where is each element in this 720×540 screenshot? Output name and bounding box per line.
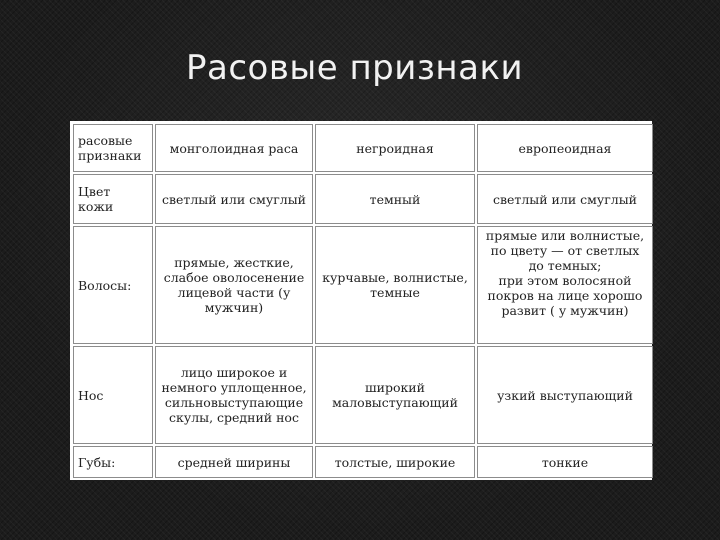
header-europeoid: европеоидная xyxy=(477,124,653,172)
race-traits-table xyxy=(71,122,655,480)
table-row-lips xyxy=(73,446,653,478)
cell-nose-negroid: широкий маловыступающий xyxy=(315,346,475,444)
cell-nose-mongoloid: лицо широкое и немного уплощенное, сильновыступающие скулы, средний нос xyxy=(155,346,313,444)
header-mongoloid: монголоидная раса xyxy=(155,124,313,172)
cell-hair-europeoid-text: прямые или волнистые, по цвету — от светлых до темных; xyxy=(485,228,645,273)
row-label-hair: Волосы: xyxy=(73,226,153,344)
cell-nose-europeoid: узкий выступающий xyxy=(477,346,653,444)
race-traits-table-container xyxy=(70,121,652,480)
table-row-skin xyxy=(73,174,653,224)
cell-hair-negroid: курчавые, волнистые, темные xyxy=(315,226,475,344)
slide-title: Расовые признаки xyxy=(186,48,524,88)
cell-skin-negroid: темный xyxy=(315,174,475,224)
cell-lips-europeoid: тонкие xyxy=(477,446,653,478)
header-negroid: негроидная xyxy=(315,124,475,172)
row-label-lips: Губы: xyxy=(73,446,153,478)
table-row-nose xyxy=(73,346,653,444)
cell-lips-negroid: толстые, широкие xyxy=(315,446,475,478)
header-traits: расовые признаки xyxy=(73,124,153,172)
row-label-nose: Нос xyxy=(73,346,153,444)
cell-hair-mongoloid: прямые, жесткие, слабое оволосенение лицевой части (у мужчин) xyxy=(155,226,313,344)
cell-lips-mongoloid: средней ширины xyxy=(155,446,313,478)
cell-skin-europeoid: светлый или смуглый xyxy=(477,174,653,224)
cell-hair-europeoid-extra: при этом волосяной покров на лице хорошо развит ( у мужчин) xyxy=(487,273,643,318)
cell-skin-mongoloid: светлый или смуглый xyxy=(155,174,313,224)
table-header-row xyxy=(73,124,653,172)
cell-hair-europeoid xyxy=(477,226,653,344)
table-row-hair xyxy=(73,226,653,344)
row-label-skin: Цвет кожи xyxy=(73,174,153,224)
